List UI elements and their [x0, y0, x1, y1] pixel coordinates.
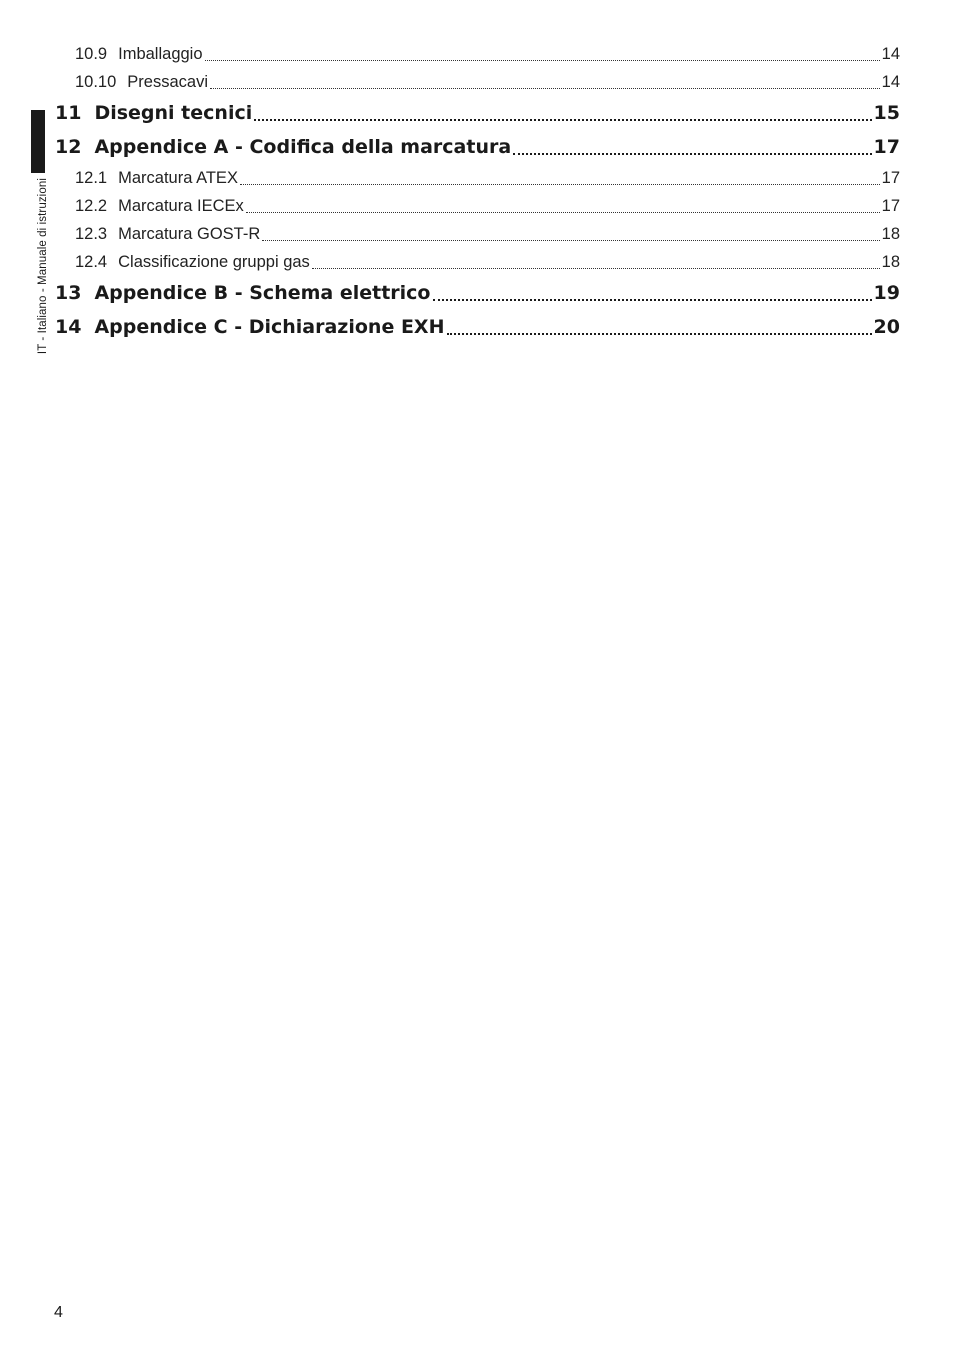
toc-entry-number: 12.2 — [75, 197, 108, 215]
toc-chapter-label: Appendice B - Schema elettrico — [94, 282, 431, 304]
table-of-contents — [55, 40, 900, 344]
toc-entry[interactable] — [55, 68, 900, 96]
toc-entry-label: Pressacavi — [127, 73, 208, 91]
toc-chapter-page: 20 — [873, 316, 900, 338]
toc-chapter-page: 19 — [873, 282, 900, 304]
toc-dot-leader — [447, 310, 872, 344]
toc-entry[interactable] — [55, 248, 900, 276]
toc-entry[interactable] — [55, 40, 900, 68]
toc-dot-leader — [262, 220, 879, 248]
side-tab-marker — [31, 110, 45, 173]
toc-chapter-label: Appendice C - Dichiarazione EXH — [94, 316, 445, 338]
toc-dot-leader — [433, 276, 872, 310]
toc-entry-page: 17 — [881, 197, 900, 215]
toc-entry-number: 12.3 — [75, 225, 108, 243]
toc-chapter[interactable] — [55, 310, 900, 344]
toc-entry[interactable] — [55, 220, 900, 248]
toc-chapter-number: 12 — [55, 136, 82, 158]
toc-chapter-page: 15 — [873, 102, 900, 124]
toc-entry-page: 18 — [881, 225, 900, 243]
toc-dot-leader — [240, 164, 880, 192]
toc-entry[interactable] — [55, 192, 900, 220]
toc-entry-label: Marcatura GOST-R — [118, 225, 261, 243]
toc-dot-leader — [312, 248, 880, 276]
toc-dot-leader — [210, 68, 880, 96]
toc-dot-leader — [513, 130, 871, 164]
toc-entry-number: 12.1 — [75, 169, 108, 187]
toc-chapter-number: 13 — [55, 282, 82, 304]
toc-dot-leader — [254, 96, 871, 130]
toc-entry-label: Classificazione gruppi gas — [118, 253, 310, 271]
toc-entry-number: 10.9 — [75, 45, 108, 63]
toc-entry-label: Marcatura ATEX — [118, 169, 238, 187]
toc-entry-number: 12.4 — [75, 253, 108, 271]
toc-entry-page: 17 — [881, 169, 900, 187]
toc-dot-leader — [205, 40, 880, 68]
toc-chapter[interactable] — [55, 96, 900, 130]
toc-chapter-page: 17 — [873, 136, 900, 158]
side-language-label: IT - Italiano - Manuale di istruzioni — [37, 178, 49, 355]
toc-entry-page: 14 — [881, 45, 900, 63]
toc-chapter[interactable] — [55, 130, 900, 164]
toc-entry[interactable] — [55, 164, 900, 192]
toc-chapter-number: 11 — [55, 102, 82, 124]
toc-entry-page: 18 — [881, 253, 900, 271]
toc-chapter-number: 14 — [55, 316, 82, 338]
toc-entry-label: Marcatura IECEx — [118, 197, 244, 215]
page-number: 4 — [54, 1304, 63, 1321]
toc-dot-leader — [246, 192, 880, 220]
toc-entry-label: Imballaggio — [118, 45, 203, 63]
toc-chapter-label: Disegni tecnici — [94, 102, 253, 124]
toc-chapter-label: Appendice A - Codifica della marcatura — [94, 136, 512, 158]
toc-entry-number: 10.10 — [75, 73, 117, 91]
toc-chapter[interactable] — [55, 276, 900, 310]
toc-entry-page: 14 — [881, 73, 900, 91]
